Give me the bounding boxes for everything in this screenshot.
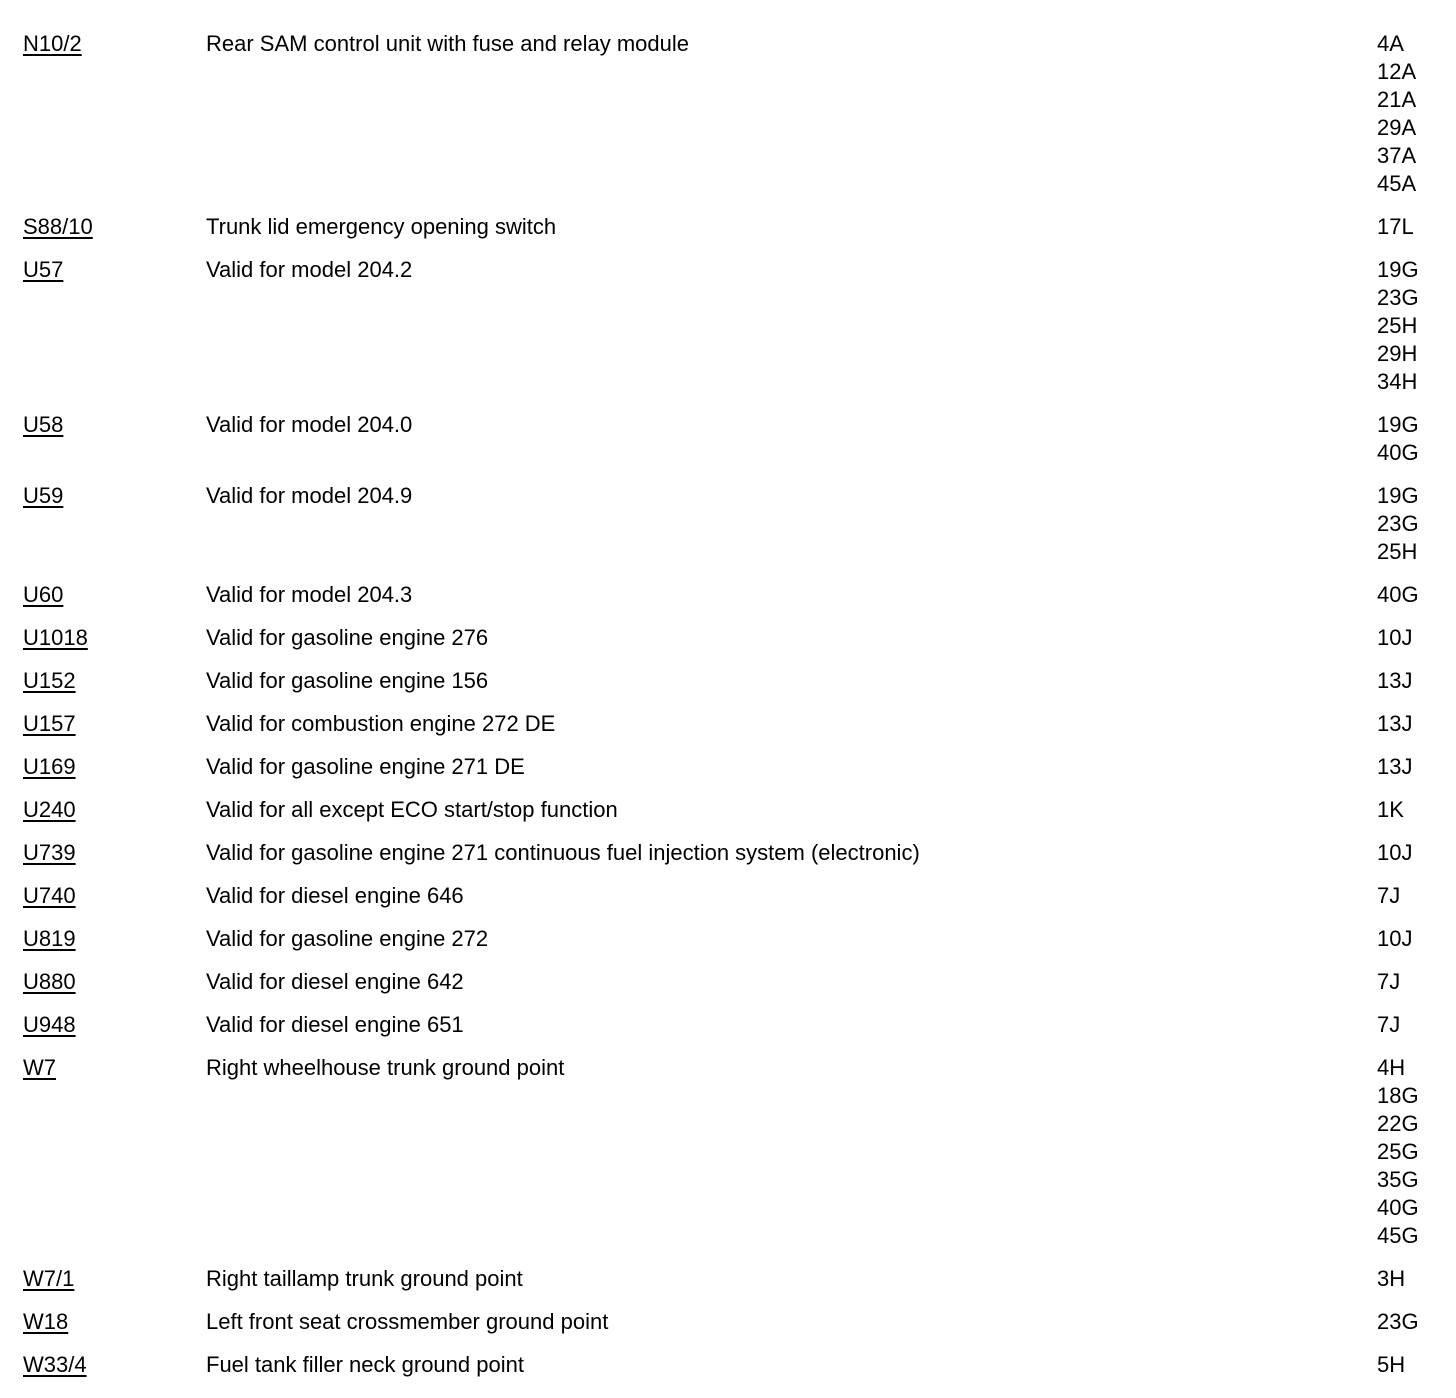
component-description: Valid for all except ECO start/stop function <box>206 797 618 822</box>
grid-location: 34H <box>1377 369 1418 394</box>
grid-location: 29H <box>1377 341 1418 366</box>
component-code-cell <box>0 882 206 910</box>
component-code-link[interactable]: U152 <box>23 668 76 693</box>
grid-location: 13J <box>1377 711 1413 736</box>
grid-location-list <box>1377 411 1456 467</box>
legend-row <box>0 1054 1456 1250</box>
grid-location: 19G <box>1377 412 1419 437</box>
component-description: Valid for combustion engine 272 DE <box>206 711 556 736</box>
grid-location-list <box>1377 1308 1456 1336</box>
legend-row <box>0 213 1456 241</box>
grid-location-list <box>1377 581 1456 609</box>
grid-location: 17L <box>1377 214 1414 239</box>
component-code-link[interactable]: U240 <box>23 797 76 822</box>
grid-location-list <box>1377 1054 1456 1250</box>
grid-location: 7J <box>1377 1012 1401 1037</box>
component-code-cell <box>0 753 206 781</box>
component-code-link[interactable]: S88/10 <box>23 214 93 239</box>
component-code-cell <box>0 213 206 241</box>
grid-location: 4A <box>1377 31 1404 56</box>
component-code-cell <box>0 1351 206 1379</box>
grid-location: 23G <box>1377 1309 1419 1334</box>
grid-location-list <box>1377 30 1456 198</box>
grid-location: 23G <box>1377 511 1419 536</box>
component-description: Valid for model 204.0 <box>206 412 413 437</box>
grid-location: 7J <box>1377 969 1401 994</box>
legend-row <box>0 30 1456 198</box>
grid-location-list <box>1377 968 1456 996</box>
component-code-link[interactable]: U169 <box>23 754 76 779</box>
legend-row <box>0 1011 1456 1039</box>
legend-row <box>0 1308 1456 1336</box>
grid-location-list <box>1377 624 1456 652</box>
grid-location: 40G <box>1377 1195 1419 1220</box>
legend-row <box>0 925 1456 953</box>
grid-location: 45G <box>1377 1223 1419 1248</box>
grid-location: 10J <box>1377 840 1413 865</box>
component-code-link[interactable]: U157 <box>23 711 76 736</box>
grid-location: 45A <box>1377 171 1417 196</box>
grid-location-list <box>1377 256 1456 396</box>
component-code-link[interactable]: U740 <box>23 883 76 908</box>
component-code-cell <box>0 1308 206 1336</box>
grid-location-list <box>1377 925 1456 953</box>
component-code-link[interactable]: U59 <box>23 483 64 508</box>
component-code-link[interactable]: W33/4 <box>23 1352 87 1377</box>
grid-location: 1K <box>1377 797 1404 822</box>
component-code-cell <box>0 839 206 867</box>
component-code-cell <box>0 796 206 824</box>
component-code-link[interactable]: W18 <box>23 1309 69 1334</box>
component-code-cell <box>0 710 206 738</box>
grid-location-list <box>1377 882 1456 910</box>
grid-location: 23G <box>1377 285 1419 310</box>
component-code-link[interactable]: W7/1 <box>23 1266 75 1291</box>
grid-location: 40G <box>1377 440 1419 465</box>
legend-row <box>0 411 1456 467</box>
grid-location-list <box>1377 1011 1456 1039</box>
legend-row <box>0 624 1456 652</box>
component-description: Left front seat crossmember ground point <box>206 1309 609 1334</box>
grid-location-list <box>1377 213 1456 241</box>
legend-row <box>0 1351 1456 1379</box>
grid-location: 10J <box>1377 625 1413 650</box>
component-code-link[interactable]: U880 <box>23 969 76 994</box>
component-code-cell <box>0 1265 206 1293</box>
component-code-link[interactable]: W7 <box>23 1055 56 1080</box>
legend-row <box>0 968 1456 996</box>
component-code-link[interactable]: U948 <box>23 1012 76 1037</box>
component-code-cell <box>0 968 206 996</box>
grid-location: 18G <box>1377 1083 1419 1108</box>
grid-location-list <box>1377 839 1456 867</box>
component-description: Valid for model 204.2 <box>206 257 413 282</box>
grid-location-list <box>1377 796 1456 824</box>
grid-location: 21A <box>1377 87 1417 112</box>
component-description: Right wheelhouse trunk ground point <box>206 1055 565 1080</box>
legend-row <box>0 882 1456 910</box>
grid-location: 35G <box>1377 1167 1419 1192</box>
legend-row <box>0 1265 1456 1293</box>
component-code-cell <box>0 411 206 439</box>
grid-location-list <box>1377 753 1456 781</box>
grid-location: 13J <box>1377 754 1413 779</box>
grid-location-list <box>1377 667 1456 695</box>
component-code-cell <box>0 1054 206 1082</box>
grid-location: 3H <box>1377 1266 1406 1291</box>
grid-location: 5H <box>1377 1352 1406 1377</box>
grid-location: 25H <box>1377 313 1418 338</box>
component-description: Trunk lid emergency opening switch <box>206 214 557 239</box>
grid-location: 22G <box>1377 1111 1419 1136</box>
component-description: Valid for gasoline engine 271 continuous fuel injection system (electronic) <box>206 840 920 865</box>
legend-row <box>0 581 1456 609</box>
component-code-cell <box>0 925 206 953</box>
component-code-cell <box>0 482 206 510</box>
component-description: Valid for gasoline engine 276 <box>206 625 489 650</box>
grid-location-list <box>1377 1265 1456 1293</box>
component-description: Valid for gasoline engine 156 <box>206 668 489 693</box>
component-description: Valid for diesel engine 646 <box>206 883 464 908</box>
grid-location: 13J <box>1377 668 1413 693</box>
component-description: Valid for diesel engine 642 <box>206 969 464 994</box>
grid-location: 19G <box>1377 257 1419 282</box>
component-code-link[interactable]: N10/2 <box>23 31 82 56</box>
grid-location: 7J <box>1377 883 1401 908</box>
grid-location-list <box>1377 1351 1456 1379</box>
legend-row <box>0 710 1456 738</box>
component-description: Valid for diesel engine 651 <box>206 1012 464 1037</box>
component-code-link[interactable]: U819 <box>23 926 76 951</box>
component-description: Right taillamp trunk ground point <box>206 1266 523 1291</box>
component-code-cell <box>0 1011 206 1039</box>
component-legend-list <box>0 30 1456 1394</box>
component-description: Valid for gasoline engine 272 <box>206 926 489 951</box>
component-code-cell <box>0 581 206 609</box>
component-code-cell <box>0 256 206 284</box>
component-description: Valid for gasoline engine 271 DE <box>206 754 525 779</box>
legend-row <box>0 839 1456 867</box>
grid-location: 37A <box>1377 143 1417 168</box>
component-code-cell <box>0 30 206 58</box>
component-code-link[interactable]: U57 <box>23 257 64 282</box>
legend-row <box>0 482 1456 566</box>
grid-location: 29A <box>1377 115 1417 140</box>
grid-location: 12A <box>1377 59 1417 84</box>
legend-row <box>0 667 1456 695</box>
component-code-link[interactable]: U58 <box>23 412 64 437</box>
component-code-link[interactable]: U739 <box>23 840 76 865</box>
legend-row <box>0 753 1456 781</box>
grid-location: 25G <box>1377 1139 1419 1164</box>
grid-location: 40G <box>1377 582 1419 607</box>
grid-location: 10J <box>1377 926 1413 951</box>
component-code-link[interactable]: U60 <box>23 582 64 607</box>
component-description: Valid for model 204.3 <box>206 582 413 607</box>
grid-location: 19G <box>1377 483 1419 508</box>
component-description: Rear SAM control unit with fuse and relay module <box>206 31 690 56</box>
component-code-cell <box>0 667 206 695</box>
legend-row <box>0 796 1456 824</box>
component-description: Fuel tank filler neck ground point <box>206 1352 524 1377</box>
grid-location-list <box>1377 482 1456 566</box>
component-code-link[interactable]: U1018 <box>23 625 88 650</box>
grid-location: 25H <box>1377 539 1418 564</box>
grid-location: 4H <box>1377 1055 1406 1080</box>
component-code-cell <box>0 624 206 652</box>
component-description: Valid for model 204.9 <box>206 483 413 508</box>
grid-location-list <box>1377 710 1456 738</box>
legend-row <box>0 256 1456 396</box>
